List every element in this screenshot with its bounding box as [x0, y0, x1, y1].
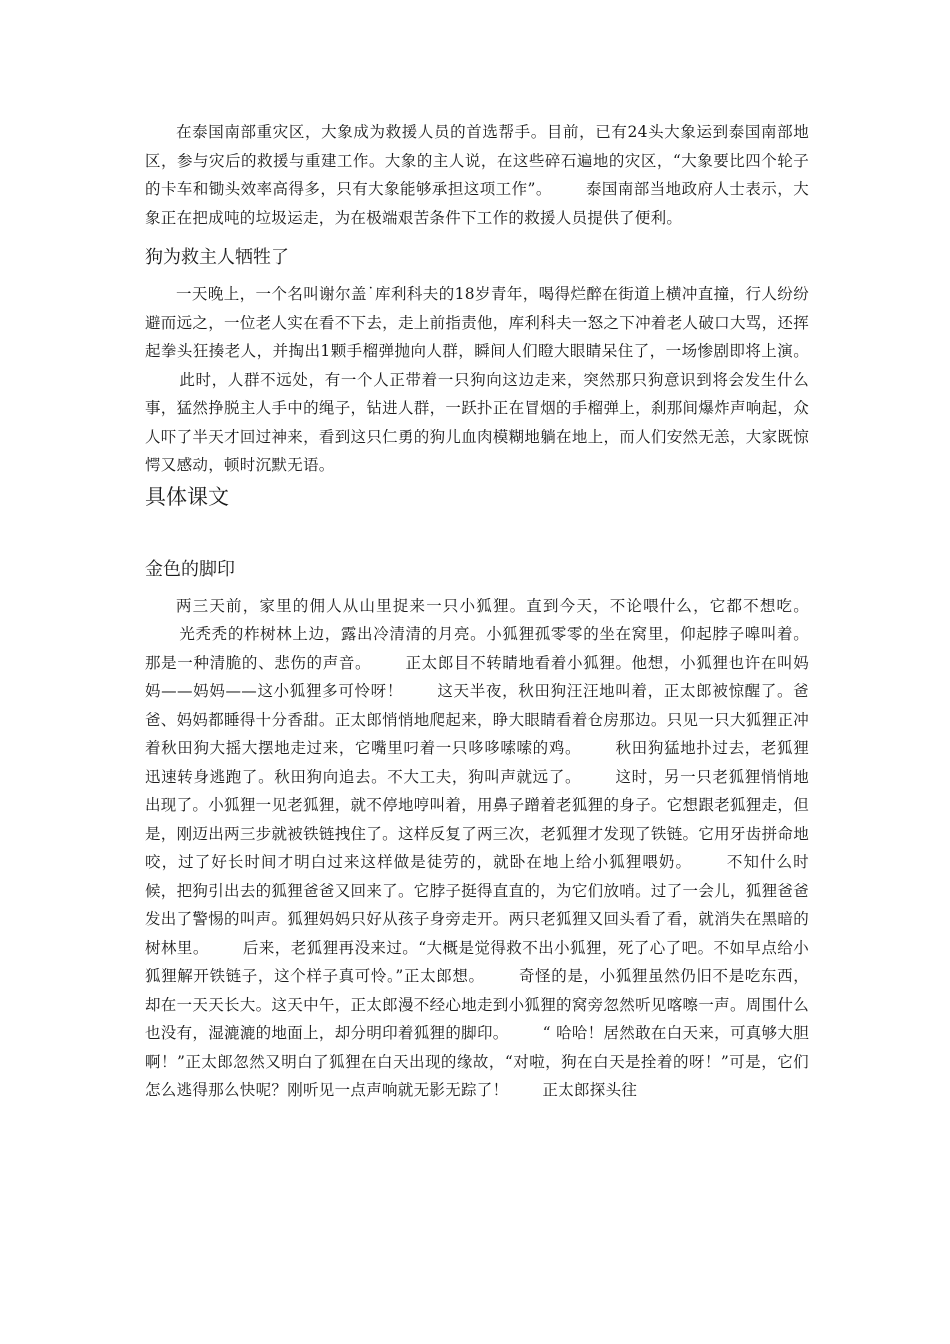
dog-story-paragraph: [145, 280, 809, 480]
text-segment: 正太郎探头往: [542, 1081, 638, 1099]
dog-story-heading: 狗为救主人牺牲了: [145, 247, 289, 268]
text-segment: 后来，老狐狸再没来过。“大概是觉得救不出小狐狸，死了心了吧。不如早点给小狐狸解开铁链子，这个样子真可怜。”正太郎想。: [145, 938, 809, 985]
text-segment: 这时，另一只老狐狸悄悄地出现了。小狐狸一见老狐狸，就不停地哼叫着，用鼻子蹭着老狐狸的身子。它想跟老狐狸走，但是，刚迈出两三步就被铁链拽住了。这样反复了两三次，老狐狸才发现了铁链。它用牙齿拼命地咬，过了好长时间才明白过来这样做是徒劳的，就卧在地上给小狐狸喂奶。: [145, 767, 809, 871]
elephant-paragraph: [145, 118, 809, 232]
document-content: [145, 118, 809, 1105]
story-paragraph: [145, 592, 809, 1105]
text-segment: 正太郎目不转睛地看着小狐狸。他想，小狐狸也许在叫妈妈——妈妈——这小狐狸多可怜呀！: [145, 653, 809, 700]
text-segment: 光秃秃的柞树林上边，露出冷清清的月亮。小狐狸孤零零的坐在窝里，仰起脖子嗥叫着。那是一种清脆的、悲伤的声音。: [145, 625, 809, 672]
text-segment: 在泰国南部重灾区，大象成为救援人员的首选帮手。目前，已有24头大象运到泰国南部地区，参与灾后的救援与重建工作。大象的主人说，在这些碎石遍地的灾区，“大象要比四个轮子的卡车和锄头效率高得多，只有大象能够承担这项工作”。: [145, 123, 809, 198]
text-segment: 一天晚上，一个名叫谢尔盖˙库利科夫的18岁青年，喝得烂醉在街道上横冲直撞，行人纷纷避而远之，一位老人实在看不下去，走上前指责他，库利科夫一怒之下冲着老人破口大骂，还挥起拳头狂揍老人，并掏出1颗手榴弹抛向人群，瞬间人们瞪大眼睛呆住了，一场惨剧即将上演。: [145, 285, 809, 360]
text-segment: 不知什么时候，把狗引出去的狐狸爸爸又回来了。它脖子挺得直直的，为它们放哨。过了一会儿，狐狸爸爸发出了警惕的叫声。狐狸妈妈只好从孩子身旁走开。两只老狐狸又回头看了看，就消失在黑暗的树林里。: [145, 853, 809, 957]
text-segment: “ 哈哈！居然敢在白天来，可真够大胆啊！”正太郎忽然又明白了狐狸在白天出现的缘故，“对啦，狗在白天是拴着的呀！”可是，它们怎么逃得那么快呢？刚听见一点声响就无影无踪了！: [145, 1024, 809, 1099]
text-segment: 这天半夜，秋田狗汪汪地叫着，正太郎被惊醒了。爸爸、妈妈都睡得十分香甜。正太郎悄悄地爬起来，睁大眼睛看着仓房那边。只见一只大狐狸正冲着秋田狗大摇大摆地走过来，它嘴里叼着一只哆哆嗦嗦的鸡。: [145, 682, 809, 757]
story-title: 金色的脚印: [145, 558, 235, 580]
text-segment: 泰国南部当地政府人士表示，大象正在把成吨的垃圾运走，为在极端艰苦条件下工作的救援人员提供了便利。: [145, 180, 809, 227]
section-heading: 具体课文: [145, 484, 229, 509]
text-segment: 奇怪的是，小狐狸虽然仍旧不是吃东西，却在一天天长大。这天中午，正太郎漫不经心地走到小狐狸的窝旁忽然听见喀嚓一声。周围什么也没有，湿漉漉的地面上，却分明印着狐狸的脚印。: [145, 967, 810, 1042]
text-segment: 此时，人群不远处，有一个人正带着一只狗向这边走来，突然那只狗意识到将会发生什么事，猛然挣脱主人手中的绳子，钻进人群，一跃扑正在冒烟的手榴弹上，刹那间爆炸声响起，众人吓了半天才回过神来，看到这只仁勇的狗儿血肉模糊地躺在地上，而人们安然无恙，大家既惊愕又感动，顿时沉默无语。: [145, 370, 809, 474]
text-segment: 两三天前，家里的佣人从山里捉来一只小狐狸。直到今天，不论喂什么，它都不想吃。: [176, 596, 809, 615]
text-segment: 秋田狗猛地扑过去，老狐狸迅速转身逃跑了。秋田狗向追去。不大工夫，狗叫声就远了。: [145, 739, 809, 786]
